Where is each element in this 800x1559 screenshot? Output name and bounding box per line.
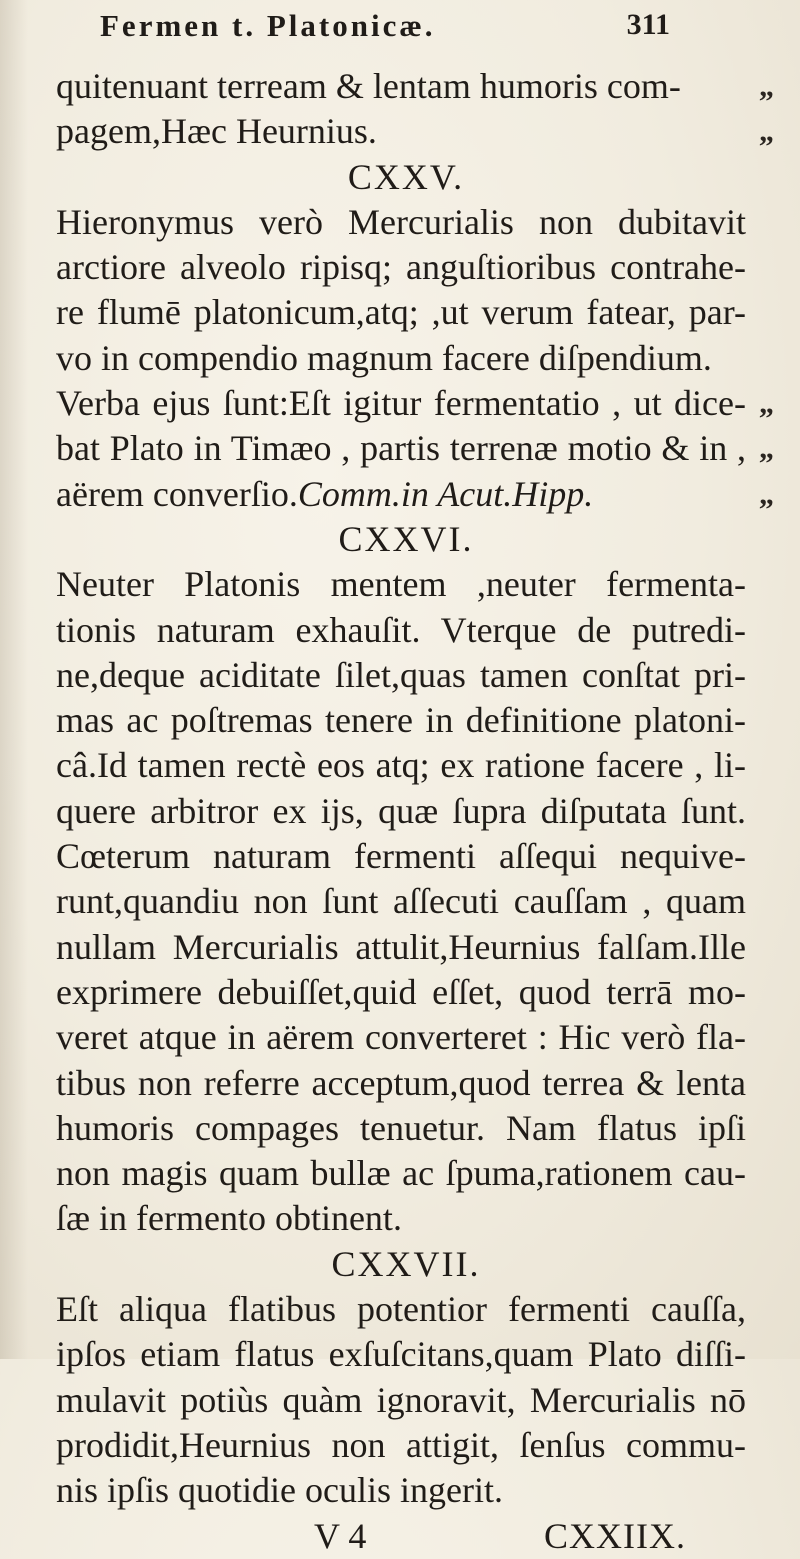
text-line [56, 925, 756, 970]
section-number: CXXVII. [331, 1243, 481, 1284]
text-line [56, 653, 756, 698]
line-text: Cœterum naturam fermenti aſſequi nequive- [56, 836, 746, 877]
quotation-mark: „ [759, 70, 774, 103]
line-text: tionis naturam exhauſit. Vterque de putredi- [56, 609, 746, 650]
text-line [56, 1332, 756, 1377]
section-heading [56, 517, 756, 562]
line-text: arctiore alveolo ripisq; anguſtioribus contrahe- [56, 247, 746, 288]
page-footer [56, 1514, 756, 1559]
page-gutter-shadow [0, 0, 28, 1359]
text-line [56, 970, 756, 1015]
line-text: ſæ in fermento obtinent. [56, 1198, 402, 1239]
line-text: re flumē platonicum,atq; ,ut verum fatear, par- [56, 292, 746, 333]
line-text: runt,quandiu non ſunt aſſecuti cauſſam , quam [56, 881, 746, 922]
line-text: bat Plato in Timæo , partis terrenæ motio & in , [56, 428, 746, 469]
text-line [56, 472, 774, 517]
line-text: Hieronymus verò Mercurialis non dubitavit [56, 201, 746, 242]
line-text-roman: aërem converſio. [56, 473, 298, 514]
text-line [56, 743, 756, 788]
text-line [56, 1151, 756, 1196]
text-line [56, 64, 774, 109]
quotation-mark: „ [759, 477, 774, 511]
text-line [56, 789, 756, 834]
running-head [100, 4, 680, 54]
line-text: exprimere debuiſſet,quid eſſet, quod terrā mo- [56, 971, 746, 1012]
page-number: 311 [626, 8, 670, 41]
section-number: CXXVI. [338, 518, 474, 559]
quotation-mark: „ [759, 115, 774, 149]
text-line [56, 426, 774, 471]
text-block [56, 64, 774, 1559]
line-text: pagem,Hæc Heurnius. [56, 111, 377, 152]
line-text: non magis quam bullæ ac ſpuma,rationem cau- [56, 1153, 746, 1194]
line-text: mulavit potiùs quàm ignoravit, Mercurialis nō [56, 1379, 746, 1420]
quotation-mark: „ [759, 432, 774, 466]
text-line [56, 698, 756, 743]
catchword: CXXIIX. [544, 1515, 686, 1556]
quotation-mark: „ [759, 387, 774, 421]
text-line [56, 608, 756, 653]
line-text: quitenuant terream & lentam humoris com- [56, 66, 681, 106]
text-line [56, 1468, 756, 1513]
line-text: mas ac poſtremas tenere in definitione platoni- [56, 700, 746, 741]
text-line [56, 1287, 756, 1332]
text-line [56, 1015, 756, 1060]
section-heading [56, 1242, 756, 1287]
citation: Comm.in Acut.Hipp. [297, 473, 594, 514]
line-text: ipſos etiam flatus exſuſcitans,quam Plato diſſi- [56, 1334, 746, 1375]
signature-mark: V 4 [314, 1515, 367, 1556]
line-text [56, 472, 593, 517]
running-title: Fermen t. Platonicæ. [100, 8, 436, 43]
line-text: Neuter Platonis mentem ,neuter fermenta- [56, 564, 746, 605]
text-line [56, 336, 756, 381]
line-text: Eſt aliqua flatibus potentior fermenti cauſſa, [56, 1289, 746, 1330]
text-line [56, 1106, 756, 1151]
text-line [56, 834, 756, 879]
text-line [56, 1423, 756, 1468]
text-line [56, 290, 756, 335]
text-line [56, 381, 774, 426]
text-line [56, 879, 756, 924]
line-text: nis ipſis quotidie oculis ingerit. [56, 1470, 503, 1511]
line-text: ne,deque aciditate ſilet,quas tamen conſtat pri- [56, 654, 746, 695]
line-text: vo in compendio magnum facere diſpendium. [56, 337, 712, 378]
line-text: câ.Id tamen rectè eos atq; ex ratione facere , li- [56, 745, 746, 786]
line-text: veret atque in aërem converteret : Hic verò fla- [56, 1017, 746, 1058]
section-heading [56, 155, 756, 200]
line-text: tibus non referre acceptum,quod terrea & lenta [56, 1062, 746, 1103]
text-line [56, 1196, 756, 1241]
text-line [56, 200, 756, 245]
text-line [56, 1378, 756, 1423]
section-number: CXXV. [347, 156, 465, 197]
line-text: Verba ejus ſunt:Eſt igitur fermentatio , ut dice- [56, 383, 746, 424]
line-text: humoris compages tenuetur. Nam flatus ipſi [56, 1107, 746, 1148]
text-line [56, 562, 756, 607]
text-line [56, 109, 774, 154]
line-text: nullam Mercurialis attulit,Heurnius falſam.Ille [56, 926, 746, 967]
line-text: quere arbitror ex ijs, quæ ſupra diſputata ſunt. [56, 790, 746, 831]
line-text: prodidit,Heurnius non attigit, ſenſus commu- [56, 1424, 746, 1465]
text-line [56, 1061, 756, 1106]
text-line [56, 245, 756, 290]
